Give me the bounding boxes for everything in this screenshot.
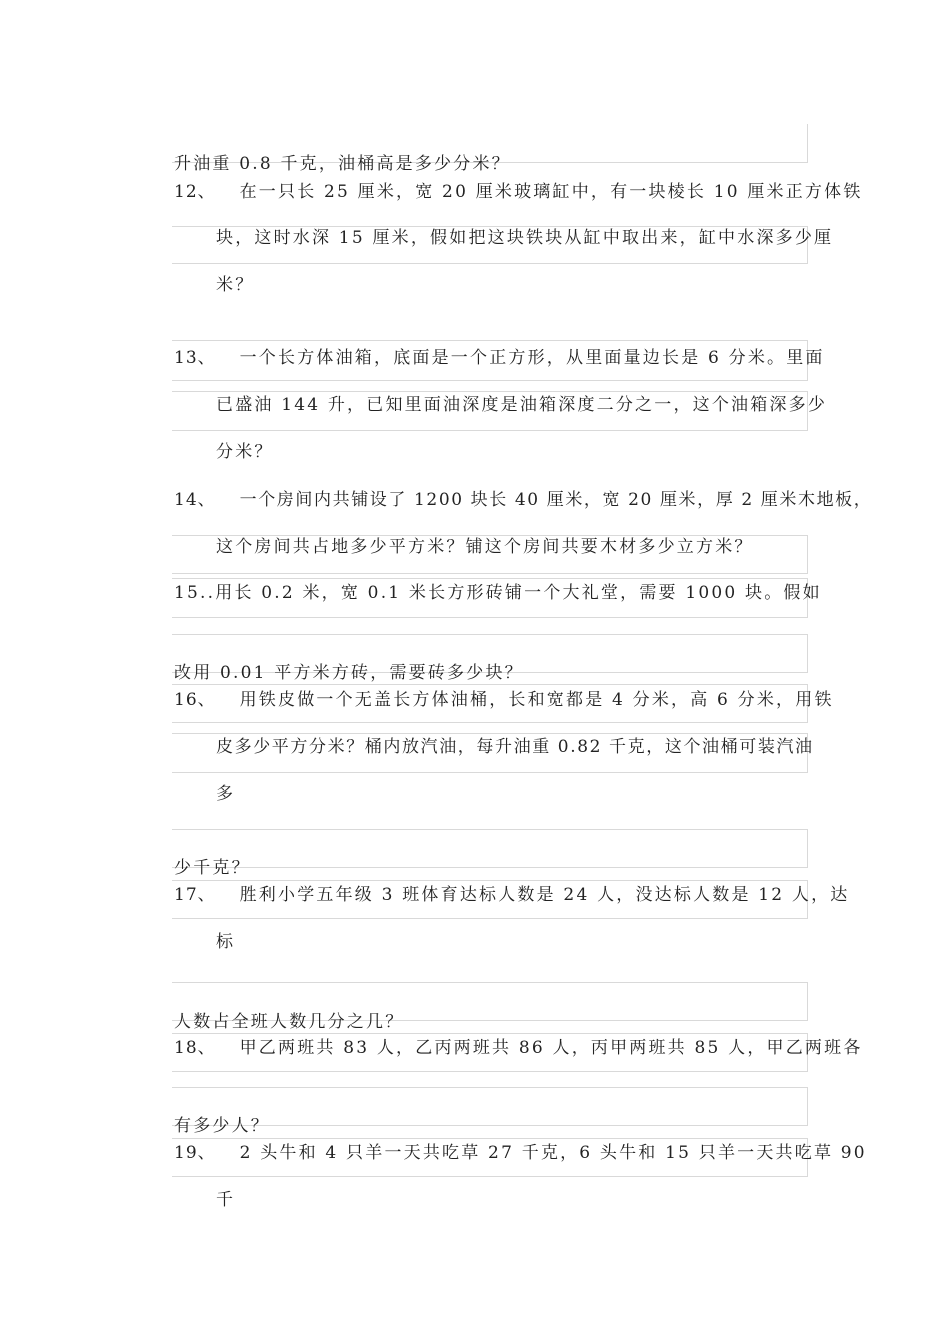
table-rule [172, 684, 808, 685]
table-rule [172, 829, 808, 830]
text-line: 这个房间共占地多少平方米？铺这个房间共要木材多少立方米？ [216, 537, 754, 557]
problem-text: 胜利小学五年级 3 班体育达标人数是 24 人，没达标人数是 12 人，达 [239, 885, 850, 905]
problem-14 [174, 489, 872, 511]
problem-number: 12、 [174, 182, 216, 202]
text-line: 块，这时水深 15 厘米，假如把这块铁块从缸中取出来，缸中水深多少厘 [216, 228, 834, 248]
text-line: 米？ [216, 275, 255, 295]
problem-19 [174, 1142, 867, 1164]
text-line: 少千克？ [174, 858, 251, 878]
table-rule [172, 578, 808, 579]
text-line: 已盛油 144 升，已知里面油深度是油箱深度二分之一，这个油箱深多少 [216, 395, 828, 415]
table-border-right [807, 634, 808, 672]
table-border-right [807, 535, 808, 573]
text-line: 皮多少平方分米？桶内放汽油，每升油重 0.82 千克，这个油桶可装汽油 [216, 737, 814, 757]
table-rule [172, 340, 808, 341]
table-rule [172, 617, 808, 618]
table-rule [172, 391, 808, 392]
text-line: 千 [216, 1190, 236, 1210]
table-border-right [807, 982, 808, 1020]
table-rule [172, 1176, 808, 1177]
table-rule [172, 573, 808, 574]
table-rule [172, 1087, 808, 1088]
text-line: 升油重 0.8 千克，油桶高是多少分米？ [174, 154, 511, 174]
text-line: 分米？ [216, 442, 274, 462]
problem-number: 17、 [174, 885, 216, 905]
table-border-right [807, 1087, 808, 1125]
text-line: 标 [216, 932, 236, 952]
problem-number: 14、 [174, 490, 216, 510]
problem-text: 用铁皮做一个无盖长方体油桶，长和宽都是 4 分米，高 6 分米，用铁 [239, 690, 834, 710]
problem-text: 2 头牛和 4 只羊一天共吃草 27 千克，6 头牛和 15 只羊一天共吃草 90 [239, 1143, 867, 1163]
table-rule [172, 634, 808, 635]
problem-12 [174, 181, 863, 203]
table-rule [172, 722, 808, 723]
problem-number: 16、 [174, 690, 216, 710]
table-rule [172, 733, 808, 734]
table-rule [172, 1033, 808, 1034]
problem-18 [174, 1037, 863, 1059]
table-border-right [807, 124, 808, 162]
problem-16 [174, 689, 834, 711]
problem-17 [174, 884, 850, 906]
problem-number: 13、 [174, 348, 216, 368]
table-rule [172, 1138, 808, 1139]
problem-number: 18、 [174, 1038, 216, 1058]
problem-15: 15..用长 0.2 米，宽 0.1 米长方形砖铺一个大礼堂，需要 1000 块。假如 [174, 583, 822, 603]
problem-text: 一个长方体油箱，底面是一个正方形，从里面量边长是 6 分米。里面 [239, 348, 825, 368]
text-line: 改用 0.01 平方米方砖，需要砖多少块？ [174, 663, 524, 683]
problem-text: 在一只长 25 厘米，宽 20 厘米玻璃缸中，有一块棱长 10 厘米正方体铁 [239, 182, 863, 202]
table-rule [172, 1071, 808, 1072]
table-rule [172, 982, 808, 983]
table-rule [172, 380, 808, 381]
table-rule [172, 430, 808, 431]
problem-13 [174, 347, 825, 369]
text-line: 人数占全班人数几分之几？ [174, 1012, 405, 1032]
text-line: 有多少人？ [174, 1116, 270, 1136]
table-rule [172, 918, 808, 919]
problem-text: 甲乙两班共 83 人，乙丙两班共 86 人，丙甲两班共 85 人，甲乙两班各 [239, 1038, 863, 1058]
table-rule [172, 867, 808, 868]
problem-text: 一个房间内共铺设了 1200 块长 40 厘米，宽 20 厘米，厚 2 厘米木地板， [239, 490, 873, 510]
table-border-right [807, 829, 808, 867]
problem-number: 19、 [174, 1143, 216, 1163]
table-rule [172, 263, 808, 264]
table-rule [172, 772, 808, 773]
text-line: 多 [216, 784, 236, 804]
table-rule [172, 880, 808, 881]
